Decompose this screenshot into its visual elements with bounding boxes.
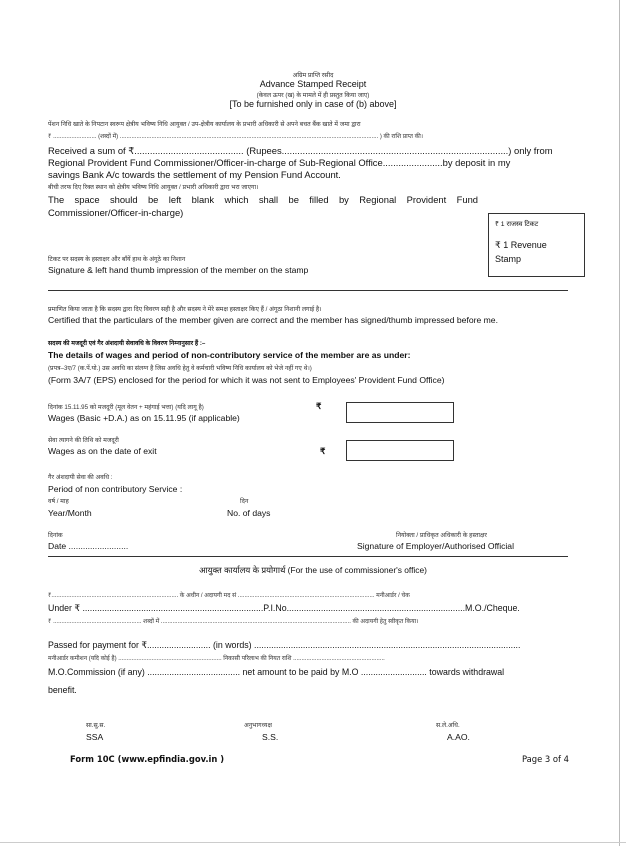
divider — [48, 290, 568, 291]
revenue-stamp-box[interactable] — [488, 213, 585, 277]
office-use-heading: आयुक्त कार्यालय के प्रयोगार्थ (For the use of commissioner's office) — [199, 565, 427, 575]
page-number: Page 3 of 4 — [522, 754, 569, 764]
revenue-stamp-label-2: Stamp — [495, 254, 522, 264]
period-label: Period of non contributory Service : — [48, 484, 183, 494]
rupee-icon: ₹ — [316, 401, 322, 411]
member-signature-label: Signature & left hand thumb impression of the member on the stamp — [48, 265, 309, 275]
receipt-sum-line: Received a sum of ₹.......................................... (Rupees.......................................................................................) only from — [48, 145, 553, 156]
page-edge-bottom — [0, 842, 626, 843]
office-line-hindi-3: मनीआर्डर कमीशन (यदि कोई है) .............................................................. निकासी परिलाभ की नियत राशि ....................................................... — [48, 656, 385, 662]
days-hindi: दिन — [240, 498, 249, 505]
mo-commission-line-cont: benefit. — [48, 685, 77, 695]
office-line-hindi-1: ₹............................................................................ के अधीन / अदायगी मद सं .................................................................................. मनीआर्डर / चेक — [48, 593, 410, 599]
date-hindi: दिनांक — [48, 532, 63, 539]
revenue-stamp-hindi: ₹ 1 राजस्व टिकट — [495, 221, 539, 228]
wages-note: (Form 3A/7 (EPS) enclosed for the period for which it was not sent to Employees' Provident Fund Office) — [48, 375, 445, 385]
ss-label: S.S. — [262, 732, 279, 742]
revenue-stamp-label: ₹ 1 Revenue — [495, 240, 547, 250]
wages-basic-hindi: दिनांक 15.11.95 को मजदूरी (मूल वेतन + महंगाई भत्ता) (यदि लागू है) — [48, 404, 204, 411]
mo-commission-line: M.O.Commission (if any) ...................................... net amount to be paid by M.O ........................... towards withdrawal — [48, 667, 505, 677]
date-field: Date ......................... — [48, 541, 129, 551]
ssa-label: SSA — [86, 732, 104, 742]
wages-exit-hindi: सेवा त्यागने की तिथि को मजदूरी — [48, 437, 119, 444]
aao-label: A.AO. — [447, 732, 470, 742]
receipt-amount-words-hindi: ₹ .......................... (शब्दों में) ........................................................................................................................................................... ) की राशि प्राप्त की। — [48, 134, 424, 140]
wages-heading: The details of wages and period of non-contributory service of the member are as under: — [48, 350, 411, 360]
wages-note-hindi: (प्रपत्र–3ए/7 (क.पें.यो.) उस अवधि का संलग्न है जिस अवधि हेतु वे कर्मचारी भविष्य निधि कार्यालय को भेजे नहीं गए थे।) — [48, 365, 312, 372]
certification-text: Certified that the particulars of the member given are correct and the member has signed/thumb impressed before me. — [48, 315, 498, 325]
employer-signature-label: Signature of Employer/Authorised Official — [357, 541, 514, 551]
wages-exit-label: Wages as on the date of exit — [48, 446, 157, 456]
ssa-hindi: सा.सु.स. — [86, 722, 106, 729]
receipt-blank-note-cont: Commissioner/Officer-in-charge) — [48, 207, 184, 218]
title: Advance Stamped Receipt — [259, 79, 367, 89]
period-hindi: गैर अंशदायी सेवा की अवधि : — [48, 474, 113, 481]
aao-hindi: स.ले.अधि. — [436, 722, 460, 729]
subtitle-hindi: (केवल ऊपर (ख) के मामले में ही प्रस्तुत किया जाए) — [256, 92, 370, 99]
wages-exit-input[interactable] — [346, 440, 454, 461]
form-footer: Form 10C (www.epfindia.gov.in ) — [70, 754, 225, 764]
days-label: No. of days — [227, 508, 271, 518]
receipt-blank-note: The space should be left blank which shall be filled by Regional Provident Fund — [48, 194, 478, 205]
divider — [48, 556, 568, 557]
office-line-hindi-2: ₹ ..................................................... शब्दों में .................................................................................................................. की अदायगी हेतु स्वीकृत किया। — [48, 619, 419, 625]
receipt-savings-line: savings Bank A/c towards the settlement of my Pension Fund Account. — [48, 169, 341, 180]
subtitle: [To be furnished only in case of (b) above] — [229, 99, 397, 109]
title-hindi: अग्रिम प्राप्ति रसीद — [292, 72, 334, 79]
rupee-icon: ₹ — [320, 446, 326, 456]
receipt-blank-note-hindi: बीची तरफ दिए रिक्त स्थान को क्षेत्रीय भविष्य निधि आयुक्त / प्रभारी अधिकारी द्वारा भरा जाएगा। — [48, 184, 259, 191]
receipt-line-hindi-1: पेंशन निधि खाते के निपटान स्वरूप क्षेत्रीय भविष्य निधि आयुक्त / उप-क्षेत्रीय कार्यालय के प्रभारी अधिकारी से अपने बचत बैंक खाते में जमा द्वारा — [48, 121, 361, 128]
wages-basic-input[interactable] — [346, 402, 454, 423]
receipt-rpfc-line: Regional Provident Fund Commissioner/Officer-in-charge of Sub-Regional Office.......................by deposit in my — [48, 157, 511, 168]
wages-heading-hindi: सदस्य की मजदूरी एवं गैर अंशदायी सेवावधि के विवरण निम्नानुसार हैं :– — [48, 340, 206, 347]
employer-signature-hindi: नियोक्ता / प्राधिकृत अधिकारी के हस्ताक्षर — [396, 532, 487, 539]
passed-for-payment-line: Passed for payment for ₹.......................... (in words) ............................................................................................................. — [48, 640, 521, 650]
office-under-line: Under ₹ ..........................................................................P.I.No.........................................................................M.O./Cheque. — [48, 603, 520, 613]
wages-basic-label: Wages (Basic +D.A.) as on 15.11.95 (if applicable) — [48, 413, 240, 423]
year-month-hindi: वर्ष / माह — [48, 498, 69, 505]
ss-hindi: अनुभागध्यक्ष — [244, 722, 272, 729]
member-signature-hindi: टिकट पर सदस्य के हस्ताक्षर और बाँयें हाथ के अंगूठे का निशान — [48, 256, 186, 263]
certification-hindi: प्रमाणित किया जाता है कि सदस्य द्वारा दिए विवरण सही है और सदस्य ने मेरे समक्ष हस्ताक्षर किए हैं / अंगूठा निशानी लगाई है। — [48, 306, 322, 313]
page-edge-right — [619, 0, 620, 846]
year-month-label: Year/Month — [48, 508, 92, 518]
